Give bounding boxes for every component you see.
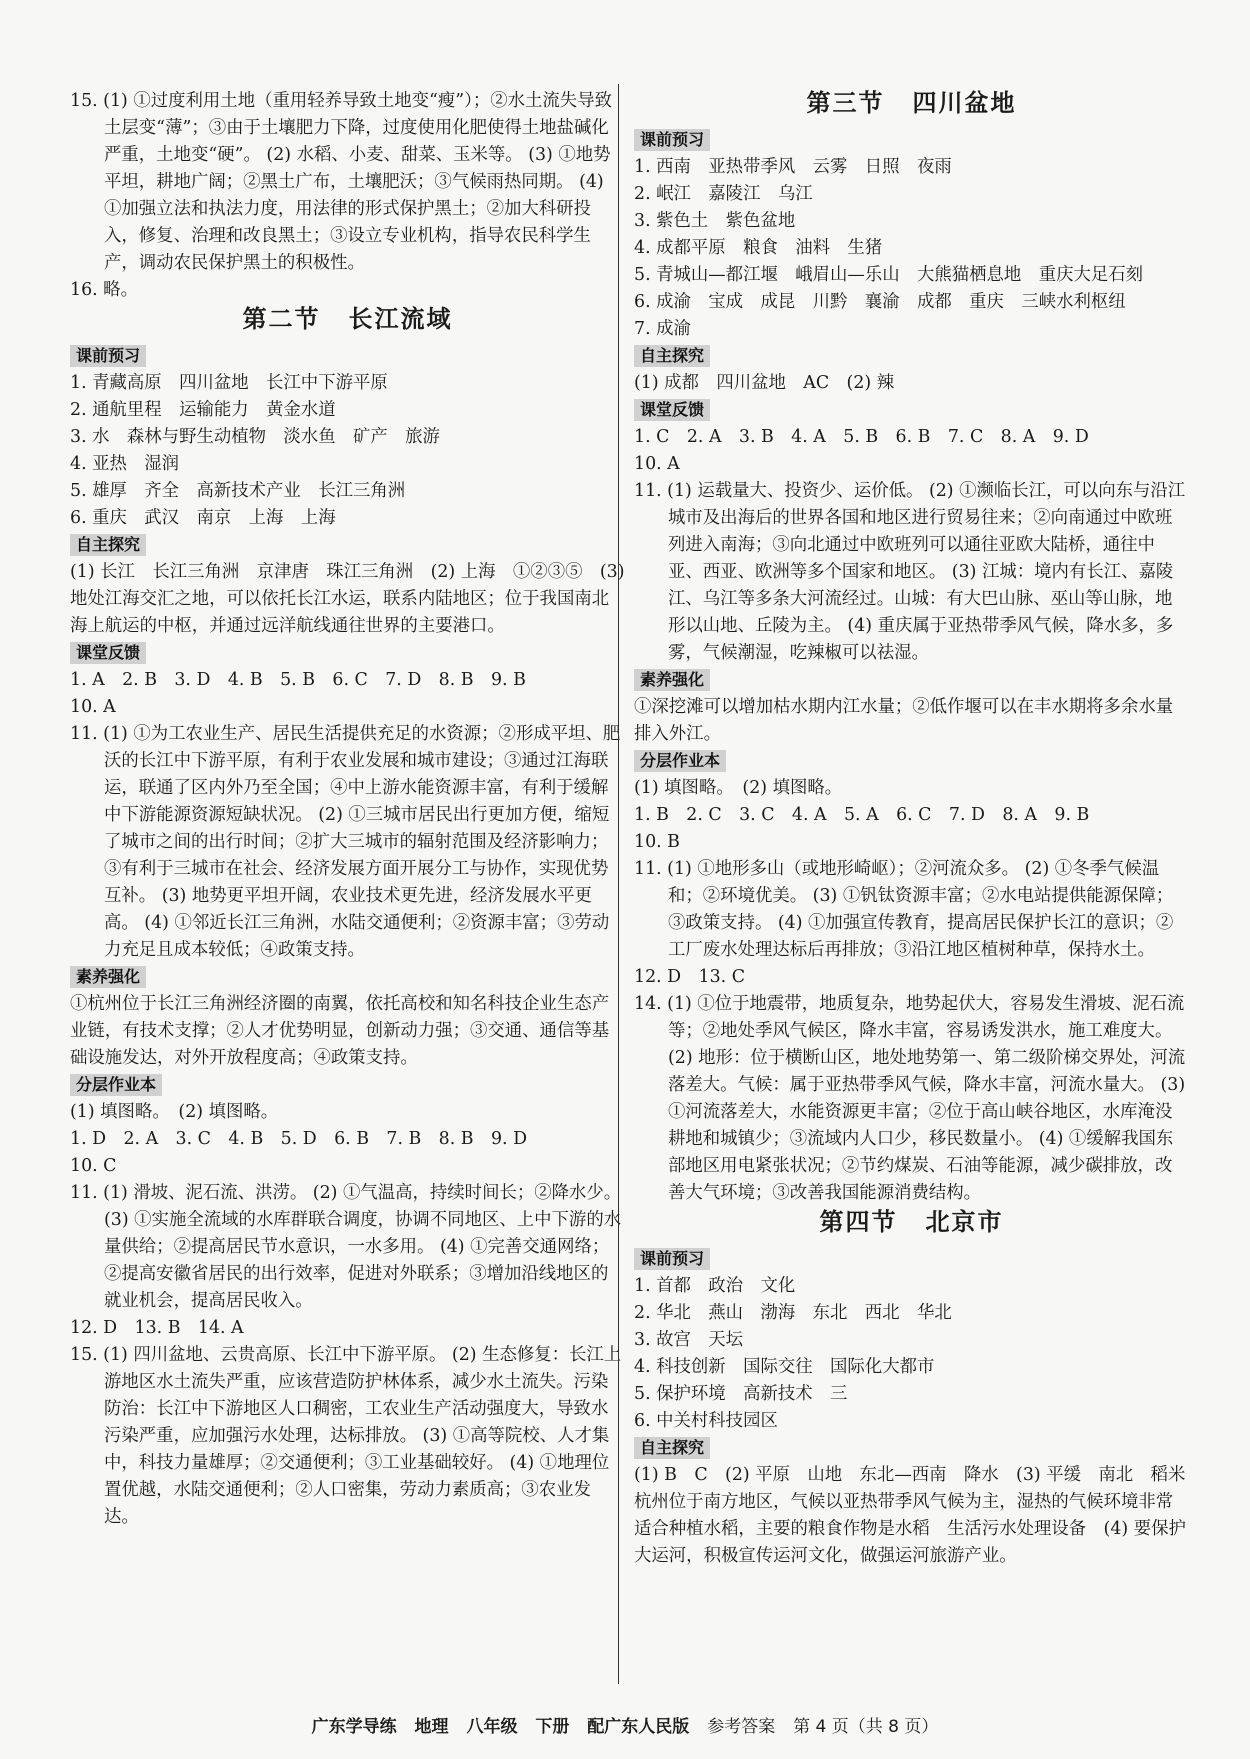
left-column xyxy=(70,88,625,1531)
answer-line: 11. (1) 运载量大、投资少、运价低。 (2) ①濒临长江，可以向东与沿江城市及出海后的世界各国和地区进行贸易往来；②向南通过中欧班列进入南海；③向北通过中欧班列可以通往亚欧大陆桥，通往中亚、西亚、欧洲等多个国家和地区。 (3) 江城：境内有长江、嘉陵江、乌江等多条大河流经过。山城：有大巴山脉、巫山等山脉，地形以山地、丘陵为主。 (4) 重庆属于亚热带季风气候，降水多，多雾，气候潮湿，吃辣椒可以祛湿。 xyxy=(634,481,1186,663)
section-name: 四川盆地 xyxy=(912,89,1017,117)
right-column xyxy=(634,88,1203,1570)
subsection-label: 课前预习 xyxy=(70,345,146,367)
answer-line: 12. D 13. B 14. A xyxy=(70,1318,244,1338)
answer-line: 4. 科技创新 国际交往 国际化大都市 xyxy=(634,1357,935,1377)
answer-line: (1) 填图略。 (2) 填图略。 xyxy=(70,1102,279,1122)
subsection-label: 自主探究 xyxy=(70,534,146,556)
answer-line: 15. (1) ①过度利用土地（重用轻养导致土地变“瘦”）；②水土流失导致土层变“薄”；③由于土壤肥力下降，过度使用化肥使得土地盐碱化严重，土地变“硬”。 (2) 水稻、小麦、甜菜、玉米等。 (3) ①地势平坦，耕地广阔；②黑土广布，土壤肥沃；③气候雨热同期。 (4) ①加强立法和执法力度，用法律的形式保护黑土；②加大科研投入，修复、治理和改良黑土；③设立专业机构，指导农民科学生产，调动农民保护黑土的积极性。 xyxy=(70,91,612,273)
answer-line: 12. D 13. C xyxy=(634,967,746,987)
answer-line: 10. A xyxy=(634,454,680,474)
footer-brand: 广东学导练 xyxy=(311,1717,397,1737)
answer-line: 10. A xyxy=(70,697,116,717)
subsection-label: 素养强化 xyxy=(70,966,146,988)
section-name: 北京市 xyxy=(925,1208,1004,1236)
section-name: 长江流域 xyxy=(348,305,453,333)
answer-line: 1. 首都 政治 文化 xyxy=(634,1276,796,1296)
answer-line: 3. 水 森林与野生动植物 淡水鱼 矿产 旅游 xyxy=(70,427,440,447)
subsection-label: 课前预习 xyxy=(634,129,710,151)
footer-grade: 八年级 xyxy=(466,1717,518,1737)
answer-line: ①杭州位于长江三角洲经济圈的南翼，依托高校和知名科技企业生态产业链，有技术支撑；②人才优势明显，创新动力强；③交通、通信等基础设施发达，对外开放程度高；④政策支持。 xyxy=(70,994,610,1068)
footer-volume: 下册 xyxy=(535,1717,570,1737)
footer-answer-label: 参考答案 xyxy=(707,1717,776,1737)
answer-line: 1. 青藏高原 四川盆地 长江中下游平原 xyxy=(70,373,388,393)
subsection-label: 自主探究 xyxy=(634,345,710,367)
answer-line: 14. (1) ①位于地震带，地质复杂，地势起伏大，容易发生滑坡、泥石流等；②地处季风气候区，降水丰富，容易诱发洪水，施工难度大。 (2) 地形：位于横断山区，地处地势第一、第二级阶梯交界处，河流落差大。气候：属于亚热带季风气候，降水丰富，河流水量大。 (3) ①河流落差大，水能资源更丰富；②位于高山峡谷地区，水库淹没耕地和城镇少；③流域内人口少，移民数量小。 (4) ①缓解我国东部地区用电紧张状况；②节约煤炭、石油等能源，减少碳排放，改善大气环境；③改善我国能源消费结构。 xyxy=(634,994,1186,1203)
answer-line: (1) B C (2) 平原 山地 东北—西南 降水 (3) 平缓 南北 稻米 杭州位于南方地区，气候以亚热带季风气候为主，湿热的气候环境非常适合种植水稻，主要的粮食作物是水稻 生活污水处理设备 (4) 要保护大运河，积极宣传运河文化，做强运河旅游产业。 xyxy=(634,1465,1203,1566)
subsection-label: 分层作业本 xyxy=(634,750,726,772)
subsection-label: 课堂反馈 xyxy=(634,399,710,421)
answer-line: ①深挖滩可以增加枯水期内江水量；②低作堰可以在丰水期将多余水量排入外江。 xyxy=(634,697,1174,744)
answer-line: 7. 成渝 xyxy=(634,319,691,339)
subsection-label: 分层作业本 xyxy=(70,1074,162,1096)
answer-line: (1) 成都 四川盆地 AC (2) 辣 xyxy=(634,373,895,393)
answer-line: 1. C 2. A 3. B 4. A 5. B 6. B 7. C 8. A 9. D xyxy=(634,427,1089,447)
answer-line: 5. 青城山—都江堰 峨眉山—乐山 大熊猫栖息地 重庆大足石刻 xyxy=(634,265,1144,285)
answer-line: 6. 中关村科技园区 xyxy=(634,1411,778,1431)
section-title xyxy=(634,90,1189,117)
footer-page-number: 第 4 页（共 8 页） xyxy=(793,1717,939,1737)
answer-line: 10. B xyxy=(634,832,680,852)
answer-line: 10. C xyxy=(70,1156,117,1176)
answer-line: 5. 雄厚 齐全 高新技术产业 长江三角洲 xyxy=(70,481,406,501)
page-footer xyxy=(0,1712,1250,1737)
footer-edition: 配广东人民版 xyxy=(587,1717,690,1737)
answer-line: 3. 故宫 天坛 xyxy=(634,1330,744,1350)
answer-line: 1. A 2. B 3. D 4. B 5. B 6. C 7. D 8. B 9. B xyxy=(70,670,526,690)
answer-line: (1) 填图略。 (2) 填图略。 xyxy=(634,778,843,798)
answer-line: (1) 长江 长江三角洲 京津唐 珠江三角洲 (2) 上海 ①②③⑤ (3) 地处江海交汇之地，可以依托长江水运，联系内陆地区；位于我国南北海上航运的中枢，并通过远洋航线通往世界的主要港口。 xyxy=(70,562,625,636)
answer-line: 2. 岷江 嘉陵江 乌江 xyxy=(634,184,813,204)
answer-line: 2. 通航里程 运输能力 黄金水道 xyxy=(70,400,336,420)
answer-line: 11. (1) ①为工农业生产、居民生活提供充足的水资源；②形成平坦、肥沃的长江中下游平原，有利于农业发展和城市建设；③通过江海联运，联通了区内外乃至全国；④中上游水能资源丰富，有利于缓解中下游能源资源短缺状况。 (2) ①三城市居民出行更加方便，缩短了城市之间的出行时间；②扩大三城市的辐射范围及经济影响力；③有利于三城市在社会、经济发展方面开展分工与协作，实现优势互补。 (3) 地势更平坦开阔，农业技术更先进，经济发展水平更高。 (4) ①邻近长江三角洲，水陆交通便利；②资源丰富；③劳动力充足且成本较低；④政策支持。 xyxy=(70,724,621,960)
footer-subject: 地理 xyxy=(414,1717,449,1737)
answer-line: 11. (1) 滑坡、泥石流、洪涝。 (2) ①气温高，持续时间长；②降水少。 (3) ①实施全流域的水库群联合调度，协调不同地区、上中下游的水量供给；②提高居民节水意识，一水多用。 (4) ①完善交通网络；②提高安徽省居民的出行效率，促进对外联系；③增加沿线地区的就业机会，提高居民收入。 xyxy=(70,1183,622,1311)
answer-line: 1. 西南 亚热带季风 云雾 日照 夜雨 xyxy=(634,157,952,177)
subsection-label: 自主探究 xyxy=(634,1437,710,1459)
section-number: 第二节 xyxy=(242,305,321,333)
column-divider xyxy=(618,84,619,1684)
subsection-label: 课堂反馈 xyxy=(70,642,146,664)
answer-line: 1. D 2. A 3. C 4. B 5. D 6. B 7. B 8. B 9. D xyxy=(70,1129,528,1149)
section-title xyxy=(634,1209,1189,1236)
answer-line: 11. (1) ①地形多山（或地形崎岖）；②河流众多。 (2) ①冬季气候温和；②环境优美。 (3) ①钒钛资源丰富；②水电站提供能源保障；③政策支持。 (4) ①加强宣传教育，提高居民保护长江的意识；②工厂废水处理达标后再排放；③沿江地区植树种草，保持水土。 xyxy=(634,859,1174,960)
subsection-label: 素养强化 xyxy=(634,669,710,691)
answer-line: 3. 紫色土 紫色盆地 xyxy=(634,211,796,231)
answer-line: 6. 成渝 宝成 成昆 川黔 襄渝 成都 重庆 三峡水利枢纽 xyxy=(634,292,1126,312)
answer-line: 1. B 2. C 3. C 4. A 5. A 6. C 7. D 8. A 9. B xyxy=(634,805,1090,825)
section-number: 第三节 xyxy=(806,89,885,117)
section-number: 第四节 xyxy=(819,1208,898,1236)
answer-line: 5. 保护环境 高新技术 三 xyxy=(634,1384,848,1404)
answer-line: 2. 华北 燕山 渤海 东北 西北 华北 xyxy=(634,1303,952,1323)
answer-line: 4. 亚热 湿润 xyxy=(70,454,180,474)
answer-line: 16. 略。 xyxy=(70,280,138,300)
answer-line: 15. (1) 四川盆地、云贵高原、长江中下游平原。 (2) 生态修复：长江上游地区水土流失严重，应该营造防护林体系，减少水土流失。污染防治：长江中下游地区人口稠密，工农业生产活动强度大，导致水污染严重，应加强污水处理，达标排放。 (3) ①高等院校、人才集中，科技力量雄厚；②交通便利；③工业基础较好。 (4) ①地理位置优越，水陆交通便利；②人口密集，劳动力素质高；③农业发达。 xyxy=(70,1345,622,1527)
answer-line: 6. 重庆 武汉 南京 上海 上海 xyxy=(70,508,336,528)
answer-line: 4. 成都平原 粮食 油料 生猪 xyxy=(634,238,883,258)
subsection-label: 课前预习 xyxy=(634,1248,710,1270)
section-title xyxy=(70,306,625,333)
